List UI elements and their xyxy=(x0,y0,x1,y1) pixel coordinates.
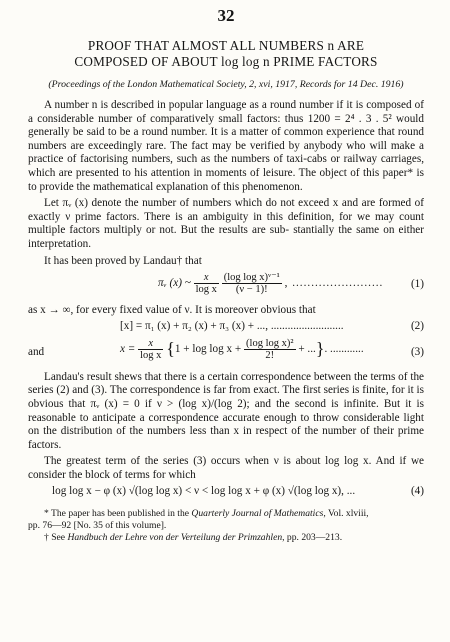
eq2-body: [x] = π₁ (x) + π₂ (x) + π₃ (x) + ..., .......................... xyxy=(120,319,344,332)
eq2-number: (2) xyxy=(410,319,424,332)
eq3-middle: 1 + log log x + xyxy=(174,342,242,355)
eq3-and: and xyxy=(28,345,45,358)
equation-4 xyxy=(28,482,424,500)
page-number: 32 xyxy=(217,6,235,25)
equation-1 xyxy=(28,268,424,304)
paragraph-4: Landau's result shews that there is a certain correspondence between the terms of the series (2) and (3). The correspondence is far from exact. The first series is finite, for it is obvious that πᵥ (x) = 0 if ν > (log x)/(log 2); and the second is infinite. But it is reasonable to anticipate a correspondence accurate enough to throw considerable light on the distribution of the numbers less than x in respect of the number of their prime factors. xyxy=(28,370,425,451)
footnote-1: * The paper has been published in the Quarterly Journal of Mathematics, Vol. xlviii, xyxy=(44,508,369,520)
eq3-number: (3) xyxy=(410,345,424,358)
eq1-number: (1) xyxy=(410,278,424,291)
footnote-1-continued: pp. 76—92 [No. 35 of this volume]. xyxy=(28,520,167,532)
eq1-lhs: πᵥ (x) ~ xyxy=(158,277,191,290)
equation-3: and x = $\frac{x}{\text{log x}}$ {1 + log log x + $\frac{\text{(log log x)²}}{2!}$ + ...}. ............ (3) xyxy=(28,337,424,361)
paragraph-5: The greatest term of the series (3) occurs when ν is about log log x. And if we consider the block of terms for which xyxy=(28,455,425,481)
eq3-leader: . ............ xyxy=(324,342,364,355)
line-after-eq1: as x → ∞, for every fixed value of ν. It is moreover obvious that xyxy=(28,304,316,317)
footnote-2: † See Handbuch der Lehre von der Verteilung der Primzahlen, pp. 203—213. xyxy=(44,532,343,544)
eq4-body: log log x − φ (x) √(log log x) < ν < log log x + φ (x) √(log log x), ... xyxy=(52,485,356,498)
paragraph-3: It has been proved by Landau† that xyxy=(44,254,202,267)
paragraph-2: Let πᵥ (x) denote the number of numbers which do not exceed x and are formed of exactly ν prime factors. There is an ambiguity in this definition, for we may count multiple factors multiply or not. But the results are sub- stantially the same on either interpretation. xyxy=(28,197,424,250)
title-line-1: PROOF THAT ALMOST ALL NUMBERS n ARE xyxy=(87,38,365,53)
paragraph-1: A number n is described in popular language as a round number if it is composed of a considerable number of comparatively small factors: thus 1200 = 2⁴ . 3 . 5² would generally be said to be a round number. It is a matter of common experience that round numbers are exceedingly rare. The fact may be verified by anybody who will make a practice of factorising numbers, such as the numbers of taxi-cabs or railway carriages, which are presented to his attention in moments of leisure. The object of this paper* is to provide the mathematical explanation of this phenomenon. xyxy=(28,99,425,193)
eq1-fraction-2: $\frac{\text{(log log x)ᵛ⁻¹}}{(\nu - 1)!}$ xyxy=(223,272,280,296)
eq3-fraction-1: $\frac{x}{\text{log x}}$ xyxy=(140,337,162,361)
equation-2 xyxy=(28,318,424,336)
eq4-number: (4) xyxy=(410,485,424,498)
paper-body xyxy=(28,99,424,544)
paper-title xyxy=(28,38,424,70)
proceedings-reference: (Proceedings of the London Mathematical Society, 2, xvi, 1917, Records for 14 Dec. 1916) xyxy=(48,79,404,90)
title-line-2: COMPOSED OF ABOUT log log n PRIME FACTORS xyxy=(74,54,378,69)
eq3-tail: + ... xyxy=(298,342,316,355)
eq1-fraction-1: $\frac{x}{\text{log x}}$ xyxy=(195,272,217,296)
eq3-fraction-2: $\frac{\text{(log log x)²}}{2!}$ xyxy=(246,337,294,361)
eq1-leader: , ........................ xyxy=(284,277,384,290)
eq3-lhs: x = xyxy=(120,342,136,355)
